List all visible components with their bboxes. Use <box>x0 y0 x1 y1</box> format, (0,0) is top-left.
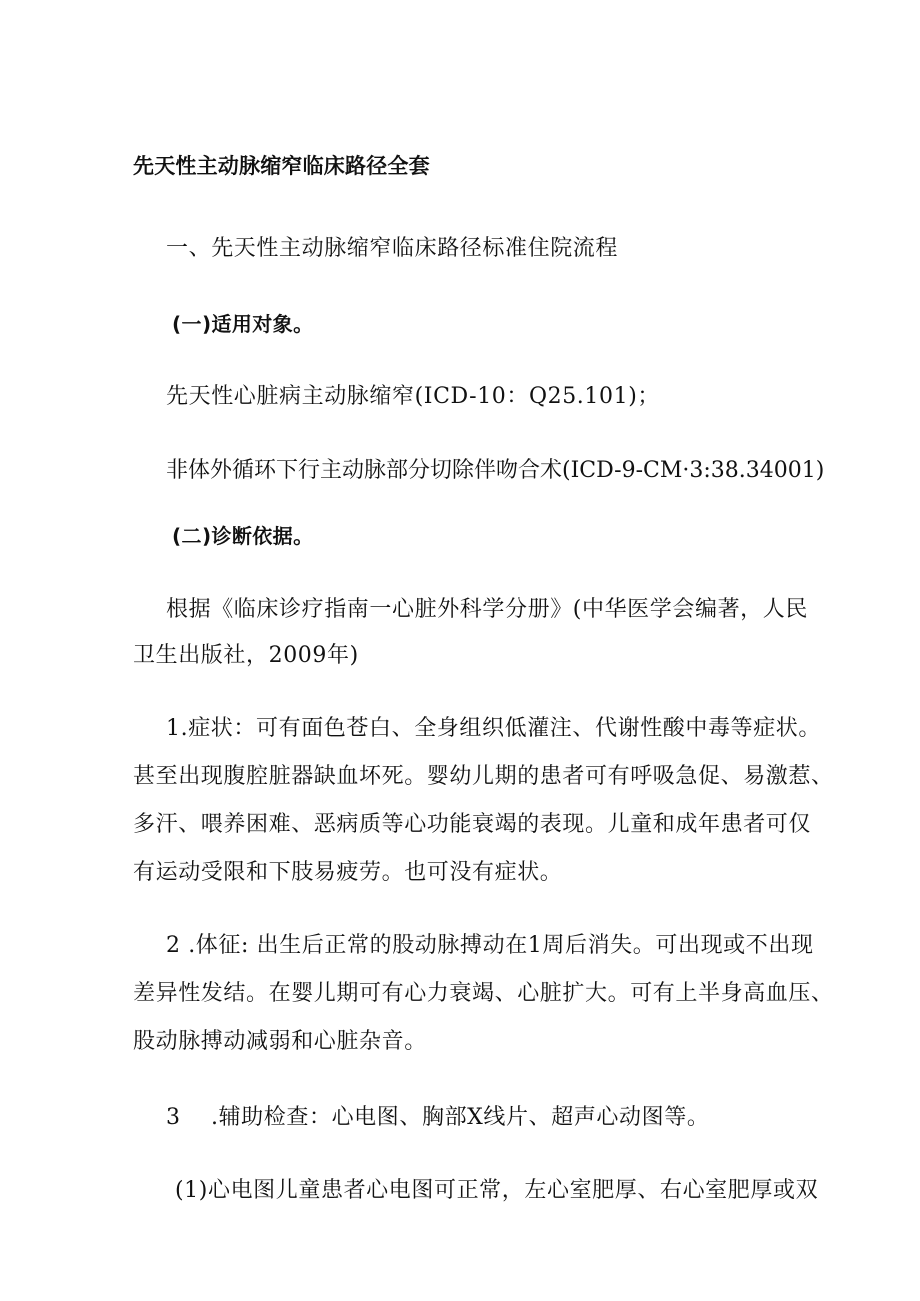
section-heading: 一、先天性主动脉缩窄临床路径标准住院流程 <box>166 236 619 261</box>
subsection-heading-applicable-objects: (一)适用对象。 <box>172 312 314 336</box>
paragraph-line: 非体外循环下行主动脉部分切除伴吻合术(ICD-9-CM·3:38.34001) <box>166 458 825 483</box>
subsection-heading-diagnosis-basis: (二)诊断依据。 <box>172 524 314 548</box>
paragraph-line: 多汗、喂养困难、恶病质等心功能衰竭的表现。儿童和成年患者可仅 <box>133 812 812 837</box>
list-item-symptoms: 1.症状：可有面色苍白、全身组织低灌注、代谢性酸中毒等症状。 <box>166 716 821 741</box>
list-item-auxiliary-exams: 3 .辅助检查：心电图、胸部X线片、超声心动图等。 <box>166 1105 710 1130</box>
paragraph-line: 卫生出版社，2009年) <box>133 643 359 668</box>
paragraph-line: 先天性心脏病主动脉缩窄(ICD-10：Q25.101)； <box>166 384 660 409</box>
paragraph-line: 甚至出现腹腔脏器缺血坏死。婴幼儿期的患者可有呼吸急促、易激惹、 <box>133 764 834 789</box>
paragraph-line: 差异性发结。在婴儿期可有心力衰竭、心脏扩大。可有上半身高血压、 <box>133 981 834 1006</box>
list-item-signs: 2 .体征: 出生后正常的股动脉搏动在1周后消失。可出现或不出现 <box>166 933 814 958</box>
paragraph-line: 根据《临床诊疗指南一心脏外科学分册》(中华医学会编著，人民 <box>166 597 808 622</box>
paragraph-line: 股动脉搏动减弱和心脏杂音。 <box>133 1029 427 1054</box>
paragraph-line: 有运动受限和下肢易疲劳。也可没有症状。 <box>133 860 563 885</box>
document-title: 先天性主动脉缩窄临床路径全套 <box>133 154 430 178</box>
sub-list-item-ecg: (1)心电图儿童患者心电图可正常，左心室肥厚、右心室肥厚或双 <box>175 1178 819 1203</box>
